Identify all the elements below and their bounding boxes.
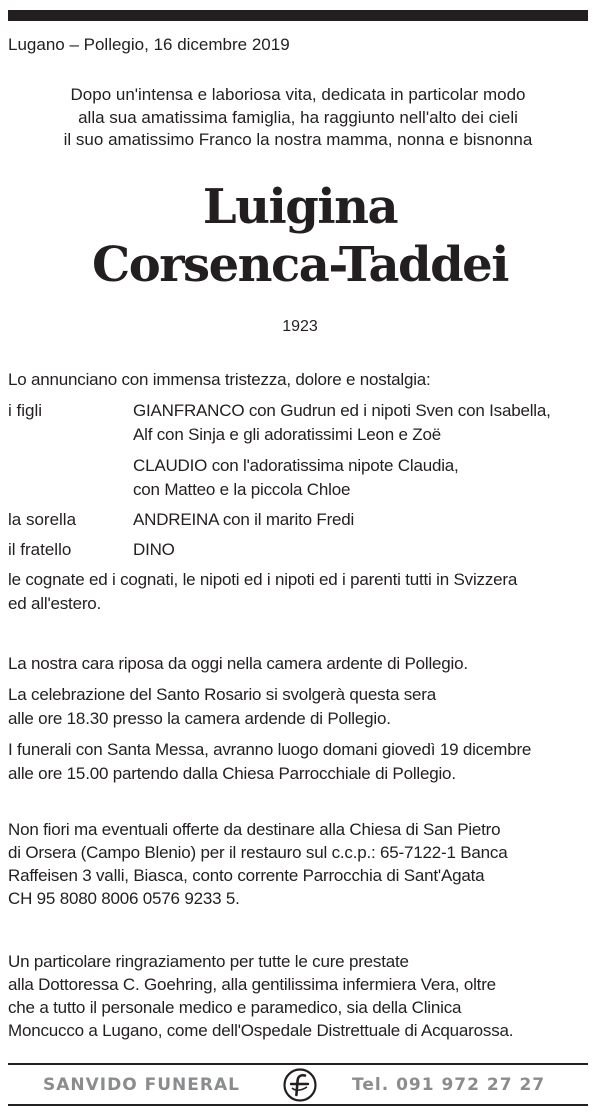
sorella-label: la sorella — [8, 510, 77, 529]
fratello-text: DINO — [133, 540, 175, 559]
footer-bottom-rule — [8, 1104, 588, 1106]
relatives-line: ed all'estero. — [8, 594, 102, 613]
footer-top-rule — [8, 1063, 588, 1065]
funerali-text: I funerali con Santa Messa, avranno luogo domani giovedì 19 dicembre — [8, 740, 532, 759]
donations-paragraph — [8, 818, 593, 910]
figli-entry-line: GIANFRANCO con Gudrun ed i nipoti Sven con Isabella, — [133, 401, 551, 420]
donations-line: Non fiori ma eventuali offerte da destinare alla Chiesa di San Pietro — [8, 820, 501, 839]
figli-entry-line: con Matteo e la piccola Chloe — [133, 480, 351, 499]
thanks-paragraph — [8, 950, 593, 1042]
thanks-line: Un particolare ringraziamento per tutte le cure prestate — [8, 952, 409, 971]
fratello-label: il fratello — [8, 540, 72, 559]
donations-line: Raffeisen 3 valli, Biasca, conto corrente Parrocchia di Sant'Agata — [8, 866, 485, 885]
company-name: SANVIDO FUNERAL — [43, 1075, 240, 1095]
sanvido-logo-icon — [283, 1068, 317, 1102]
thanks-line: che a tutto il personale medico e paramedico, sia della Clinica — [8, 998, 462, 1017]
donations-line: CH 95 8080 8006 0576 9233 5. — [8, 889, 240, 908]
thanks-line: Moncucco a Lugano, come dell'Ospedale Distrettuale di Acquarossa. — [8, 1021, 514, 1040]
birth-year: 1923 — [282, 318, 318, 335]
figli-label: i figli — [8, 401, 43, 420]
intro-line: Dopo un'intensa e laboriosa vita, dedicata in particolar modo — [70, 85, 526, 104]
relatives-line: le cognate ed i cognati, le nipoti ed i nipoti ed i parenti tutti in Svizzera — [8, 570, 518, 589]
camera-ardente-text: La nostra cara riposa da oggi nella camera ardente di Pollegio. — [8, 654, 468, 673]
figli-entry-line: Alf con Sinja e gli adoratissimi Leon e Zoë — [133, 425, 441, 444]
dateline: Lugano – Pollegio, 16 dicembre 2019 — [8, 35, 290, 54]
rosario-text: alle ore 18.30 presso la camera ardende di Pollegio. — [8, 709, 391, 728]
funerali-text: alle ore 15.00 partendo dalla Chiesa Parrocchiale di Pollegio. — [8, 764, 456, 783]
intro-text — [8, 84, 588, 152]
sorella-text: ANDREINA con il marito Fredi — [133, 510, 355, 529]
deceased-first-name: Luigina — [202, 179, 398, 235]
deceased-surname: Corsenca-Taddei — [92, 237, 508, 293]
figli-entry-line: CLAUDIO con l'adoratissima nipote Claudia, — [133, 456, 459, 475]
thanks-line: alla Dottoressa C. Goehring, alla gentilissima infermiera Vera, oltre — [8, 975, 496, 994]
top-rule — [8, 10, 588, 21]
announcement-lead: Lo annunciano con immensa tristezza, dolore e nostalgia: — [8, 370, 431, 389]
intro-line: alla sua amatissima famiglia, ha raggiunto nell'alto dei cieli — [78, 107, 518, 127]
phone-number: Tel. 091 972 27 27 — [352, 1075, 546, 1095]
donations-line: di Orsera (Campo Blenio) per il restauro sul c.c.p.: 65-7122-1 Banca — [8, 843, 508, 862]
rosario-text: La celebrazione del Santo Rosario si svolgerà questa sera — [8, 685, 437, 704]
intro-line: il suo amatissimo Franco la nostra mamma, nonna e bisnonna — [63, 130, 533, 149]
